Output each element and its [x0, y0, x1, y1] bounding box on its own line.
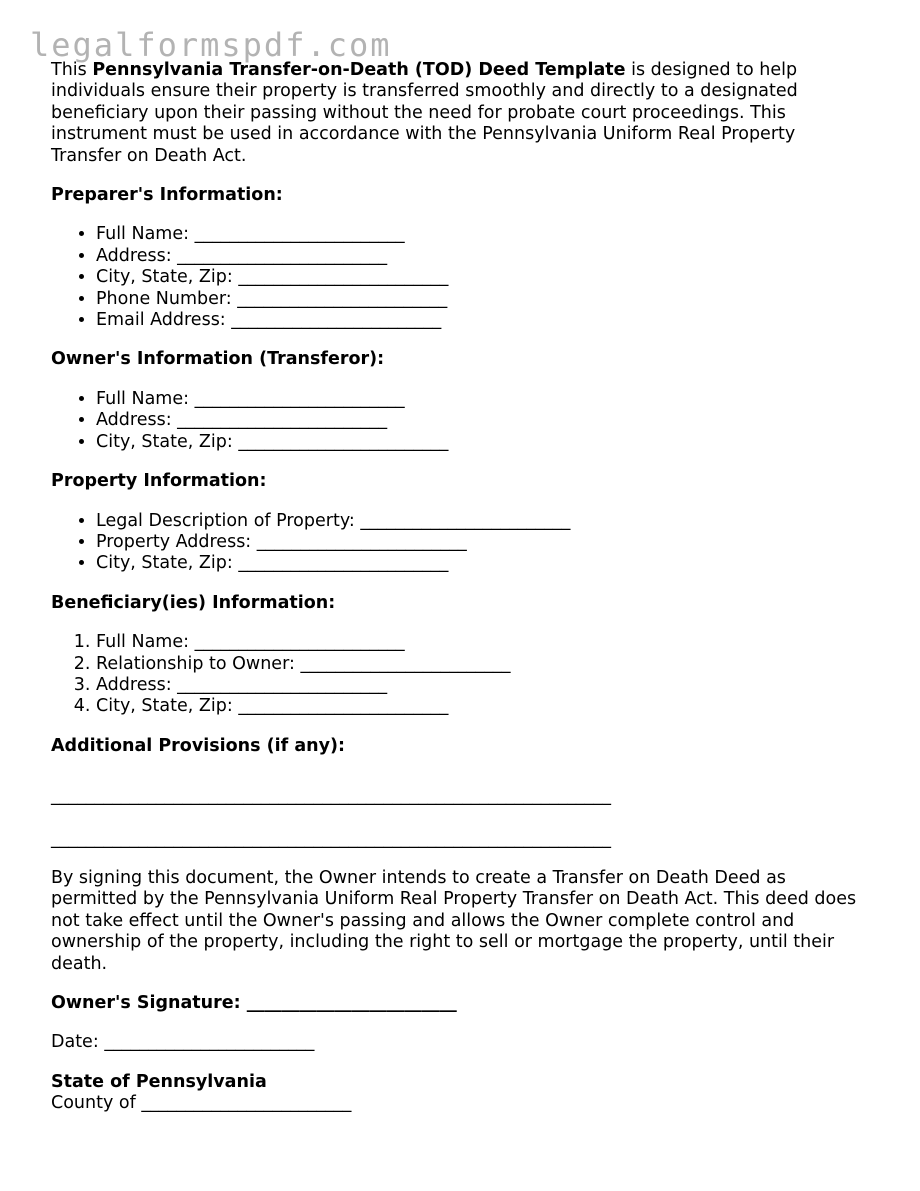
blank-line: ________________________ [194, 632, 405, 653]
blank-line: ________________________ [237, 288, 448, 309]
intro-paragraph [51, 60, 871, 167]
list-item [96, 432, 871, 453]
blank-line: ________________________ [238, 267, 449, 288]
closing-paragraph: By signing this document, the Owner intends to create a Transfer on Death Deed as permitted by the Pennsylvania Uniform Real Property Transfer on Death Act. This deed does not take effect until the Owner's passing and allows the Owner complete control and ownership of the property, including the right to sell or mortgage the property, until their death. [51, 867, 857, 974]
list-item [96, 696, 871, 717]
owner-signature-line [51, 993, 871, 1014]
blank-line: ________________________ [104, 1032, 315, 1053]
list-item [96, 410, 871, 431]
list-item [96, 675, 871, 696]
list-item [96, 310, 871, 331]
blank-line: ________________________ [231, 310, 442, 331]
field-label: Full Name: [96, 224, 190, 245]
list-item [96, 389, 871, 410]
intro-prefix: This [51, 60, 93, 80]
preparer-heading: Preparer's Information: [51, 185, 283, 206]
blank-line: ________________________ [256, 531, 467, 552]
list-item [96, 532, 871, 553]
property-list [51, 511, 871, 575]
date-line [51, 1032, 871, 1053]
provision-line: ________________________________________________________________ [51, 786, 611, 807]
blank-line: ________________________ [238, 696, 449, 717]
blank-line: ________________________ [194, 224, 405, 245]
field-label: Legal Description of Property: [96, 510, 355, 531]
blank-line: ________________________ [300, 653, 511, 674]
blank-line: ________________________ [177, 410, 388, 431]
field-label: Phone Number: [96, 288, 232, 309]
notary-state: State of Pennsylvania [51, 1071, 267, 1092]
intro-title: Pennsylvania Transfer-on-Death (TOD) Deed Template [92, 60, 626, 80]
preparer-list [51, 224, 871, 331]
provisions-heading: Additional Provisions (if any): [51, 735, 346, 756]
field-label: Address: [96, 410, 172, 431]
blank-line: ________________________ [360, 510, 571, 531]
field-label: City, State, Zip: [96, 553, 233, 574]
field-label: Address: [96, 674, 172, 695]
beneficiary-heading: Beneficiary(ies) Information: [51, 592, 336, 613]
owner-heading: Owner's Information (Transferor): [51, 349, 385, 370]
notary-county-line [51, 1093, 871, 1114]
blank-line: ________________________ [238, 431, 449, 452]
list-item [96, 632, 871, 653]
intro-suffix: is designed to help individuals ensure their property is transferred smoothly and directly to a designated beneficiary upon their passing without the need for probate court proceedings. This instrument must be used in accordance with the Pennsylvania Uniform Real Property Transfer on Death Act. [51, 60, 798, 166]
list-item [96, 267, 871, 288]
signature-label: Owner's Signature: [51, 993, 241, 1013]
field-label: Relationship to Owner: [96, 653, 295, 674]
list-item [96, 553, 871, 574]
blank-line: ________________________ [177, 245, 388, 266]
list-item [96, 511, 871, 532]
field-label: City, State, Zip: [96, 267, 233, 288]
list-item [96, 289, 871, 310]
field-label: City, State, Zip: [96, 696, 233, 717]
watermark: legalformspdf.com [30, 26, 392, 64]
beneficiary-list [51, 632, 871, 718]
owner-list [51, 389, 871, 453]
field-label: Email Address: [96, 310, 226, 331]
field-label: Address: [96, 245, 172, 266]
county-label: County of [51, 1093, 136, 1114]
blank-line: ________________________ [141, 1093, 352, 1114]
field-label: Property Address: [96, 531, 252, 552]
blank-line: ________________________ [177, 674, 388, 695]
provision-line: ________________________________________________________________ [51, 828, 611, 849]
field-label: Full Name: [96, 388, 190, 409]
document-body [51, 60, 871, 1115]
date-label: Date: [51, 1032, 99, 1053]
list-item [96, 224, 871, 245]
list-item [96, 654, 871, 675]
blank-line: ________________________ [246, 993, 457, 1013]
field-label: Full Name: [96, 632, 190, 653]
property-heading: Property Information: [51, 471, 267, 492]
list-item [96, 246, 871, 267]
blank-line: ________________________ [238, 553, 449, 574]
field-label: City, State, Zip: [96, 431, 233, 452]
blank-line: ________________________ [194, 388, 405, 409]
